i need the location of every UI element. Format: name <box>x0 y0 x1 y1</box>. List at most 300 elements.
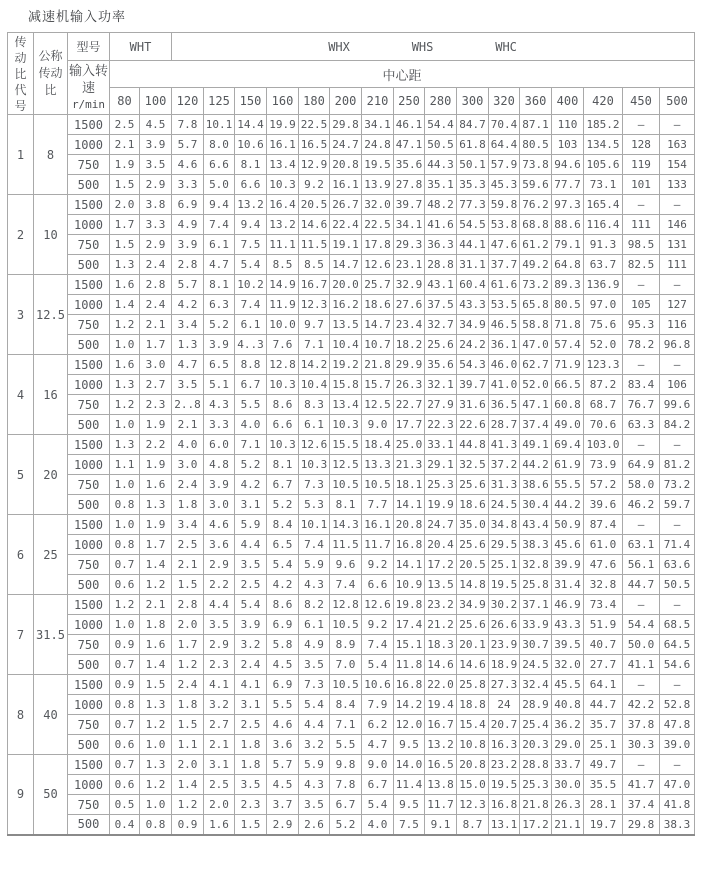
power-value-cell: 10.5 <box>362 475 394 495</box>
power-value-cell: 12.0 <box>394 715 425 735</box>
power-value-cell: 89.3 <box>552 275 584 295</box>
power-value-cell: 41.6 <box>425 215 457 235</box>
power-value-cell: 25.6 <box>457 535 489 555</box>
power-value-cell: 1.0 <box>110 335 140 355</box>
power-value-cell: 6.1 <box>299 615 330 635</box>
power-value-cell: 14.2 <box>299 355 330 375</box>
speed-cell: 500 <box>68 415 110 435</box>
center-distance-180: 180 <box>299 88 330 115</box>
ratio-code-header: 传动比代号 <box>8 33 34 115</box>
power-value-cell: 24.5 <box>489 495 520 515</box>
power-value-cell: 5.4 <box>267 555 299 575</box>
power-value-cell: 7.4 <box>362 635 394 655</box>
power-value-cell: 16.4 <box>267 195 299 215</box>
power-value-cell: 3.3 <box>172 175 204 195</box>
power-value-cell: 2.9 <box>140 235 172 255</box>
power-value-cell: 5.5 <box>330 735 362 755</box>
data-row <box>8 775 695 795</box>
power-value-cell: 105.6 <box>584 155 623 175</box>
center-distance-100: 100 <box>140 88 172 115</box>
power-value-cell: 29.9 <box>394 355 425 375</box>
power-value-cell: 54.6 <box>660 655 695 675</box>
power-value-cell: 2.3 <box>204 655 235 675</box>
power-value-cell: 9.8 <box>330 755 362 775</box>
power-value-cell: 44.2 <box>552 495 584 515</box>
power-value-cell: 36.5 <box>489 395 520 415</box>
power-value-cell: 44.3 <box>425 155 457 175</box>
power-value-cell: 7.5 <box>394 815 425 835</box>
power-value-cell: 68.7 <box>584 395 623 415</box>
power-value-cell: 24.8 <box>362 135 394 155</box>
power-value-cell: 1.2 <box>140 575 172 595</box>
power-value-cell: 37.4 <box>623 795 660 815</box>
power-value-cell: 32.7 <box>425 315 457 335</box>
ratio-code-cell: 6 <box>8 515 34 595</box>
power-value-cell: 28.9 <box>520 695 552 715</box>
power-value-cell: 10.7 <box>362 335 394 355</box>
power-value-cell: 30.7 <box>520 635 552 655</box>
center-distance-210: 210 <box>362 88 394 115</box>
center-distance-label-row <box>8 61 695 88</box>
power-value-cell: 27.9 <box>425 395 457 415</box>
data-row <box>8 695 695 715</box>
data-row <box>8 735 695 755</box>
power-value-cell: 28.1 <box>584 795 623 815</box>
power-value-cell: 1.3 <box>140 495 172 515</box>
power-value-cell: 25.6 <box>457 475 489 495</box>
power-value-cell: 10.4 <box>299 375 330 395</box>
power-value-cell: 6.7 <box>267 475 299 495</box>
power-value-cell: 38.6 <box>520 475 552 495</box>
power-value-cell: 10.5 <box>330 675 362 695</box>
power-value-cell: 61.6 <box>489 275 520 295</box>
power-value-cell: 9.5 <box>394 795 425 815</box>
power-value-cell: 1.3 <box>172 335 204 355</box>
power-value-cell: 1.8 <box>235 755 267 775</box>
power-value-cell: 10.1 <box>204 115 235 135</box>
ratio-code-cell: 5 <box>8 435 34 515</box>
center-distance-500: 500 <box>660 88 695 115</box>
power-value-cell: 4.6 <box>204 515 235 535</box>
power-value-cell: 8.0 <box>204 135 235 155</box>
power-value-cell: 3.4 <box>172 515 204 535</box>
power-value-cell: 22.4 <box>330 215 362 235</box>
power-value-cell: 10.1 <box>299 515 330 535</box>
power-value-cell: 2.4 <box>140 295 172 315</box>
power-value-cell: 57.9 <box>489 155 520 175</box>
power-value-cell: 29.5 <box>489 535 520 555</box>
power-value-cell: 37.7 <box>489 255 520 275</box>
speed-cell: 1000 <box>68 135 110 155</box>
power-value-cell: 97.0 <box>584 295 623 315</box>
power-value-cell: 7.1 <box>299 335 330 355</box>
power-value-cell: 2.7 <box>140 375 172 395</box>
power-value-cell: 10.9 <box>394 575 425 595</box>
power-value-cell: — <box>660 595 695 615</box>
power-value-cell: 10.0 <box>267 315 299 335</box>
power-value-cell: 1.9 <box>140 455 172 475</box>
power-value-cell: 12.8 <box>267 355 299 375</box>
power-value-cell: 95.3 <box>623 315 660 335</box>
power-value-cell: 63.1 <box>623 535 660 555</box>
power-value-cell: — <box>623 515 660 535</box>
input-speed-label: 输入转速 <box>69 64 109 96</box>
power-value-cell: 84.2 <box>660 415 695 435</box>
power-value-cell: 25.1 <box>584 735 623 755</box>
power-value-cell: 69.4 <box>552 435 584 455</box>
power-value-cell: 9.2 <box>362 555 394 575</box>
power-value-cell: — <box>660 195 695 215</box>
power-value-cell: 6.5 <box>204 355 235 375</box>
nominal-ratio-cell: 25 <box>34 515 68 595</box>
power-value-cell: 101 <box>623 175 660 195</box>
power-value-cell: 0.9 <box>110 635 140 655</box>
power-value-cell: 39.5 <box>552 635 584 655</box>
power-value-cell: 30.4 <box>520 495 552 515</box>
power-value-cell: 78.2 <box>623 335 660 355</box>
data-row <box>8 615 695 635</box>
power-value-cell: 4.9 <box>299 635 330 655</box>
power-value-cell: 6.6 <box>362 575 394 595</box>
power-value-cell: 1.7 <box>110 215 140 235</box>
power-value-cell: 19.5 <box>489 575 520 595</box>
power-value-cell: 14.0 <box>394 755 425 775</box>
power-value-cell: 26.7 <box>330 195 362 215</box>
power-value-cell: 34.8 <box>489 515 520 535</box>
power-value-cell: 23.1 <box>394 255 425 275</box>
ratio-code-cell: 3 <box>8 275 34 355</box>
input-speed-unit: r/min <box>71 98 106 111</box>
speed-cell: 500 <box>68 815 110 835</box>
power-value-cell: 26.6 <box>489 615 520 635</box>
model-whs-label: WHS <box>411 39 434 54</box>
center-distance-250: 250 <box>394 88 425 115</box>
power-value-cell: 53.5 <box>489 295 520 315</box>
power-value-cell: 24.2 <box>457 335 489 355</box>
power-value-cell: 131 <box>660 235 695 255</box>
speed-cell: 1500 <box>68 115 110 135</box>
power-value-cell: 35.3 <box>457 175 489 195</box>
power-value-cell: 0.9 <box>110 675 140 695</box>
power-value-cell: 5.8 <box>267 635 299 655</box>
power-value-cell: 11.5 <box>330 535 362 555</box>
center-distance-160: 160 <box>267 88 299 115</box>
power-value-cell: 3.0 <box>172 455 204 475</box>
data-row <box>8 235 695 255</box>
power-value-cell: 52.0 <box>520 375 552 395</box>
power-value-cell: 35.0 <box>457 515 489 535</box>
power-value-cell: 46.9 <box>552 595 584 615</box>
speed-cell: 500 <box>68 335 110 355</box>
power-value-cell: 11.8 <box>394 655 425 675</box>
power-value-cell: 116.4 <box>584 215 623 235</box>
power-value-cell: 58.8 <box>520 315 552 335</box>
power-value-cell: 2.8 <box>140 275 172 295</box>
power-value-cell: 1.6 <box>204 815 235 835</box>
power-value-cell: 14.6 <box>457 655 489 675</box>
power-value-cell: 73.9 <box>584 455 623 475</box>
power-value-cell: 6.1 <box>235 315 267 335</box>
power-value-cell: 0.8 <box>110 535 140 555</box>
power-value-cell: 0.4 <box>110 815 140 835</box>
power-value-cell: 47.1 <box>394 135 425 155</box>
power-value-cell: 19.7 <box>584 815 623 835</box>
power-value-cell: 13.1 <box>489 815 520 835</box>
ratio-code-cell: 2 <box>8 195 34 275</box>
center-distance-200: 200 <box>330 88 362 115</box>
power-value-cell: 37.1 <box>520 595 552 615</box>
power-value-cell: 6.2 <box>362 715 394 735</box>
power-value-cell: 31.3 <box>489 475 520 495</box>
power-value-cell: 50.1 <box>457 155 489 175</box>
power-value-cell: 2.0 <box>204 795 235 815</box>
power-value-cell: 25.7 <box>362 275 394 295</box>
power-value-cell: 1.0 <box>140 795 172 815</box>
power-value-cell: 41.0 <box>489 375 520 395</box>
center-distance-120: 120 <box>172 88 204 115</box>
power-value-cell: 7.3 <box>299 475 330 495</box>
power-value-cell: 47.6 <box>489 235 520 255</box>
power-value-cell: 47.6 <box>584 555 623 575</box>
speed-cell: 1000 <box>68 775 110 795</box>
power-value-cell: 4.9 <box>172 215 204 235</box>
power-value-cell: 7.9 <box>362 695 394 715</box>
power-value-cell: 36.3 <box>425 235 457 255</box>
power-value-cell: 10.3 <box>267 175 299 195</box>
power-value-cell: — <box>660 755 695 775</box>
speed-cell: 1500 <box>68 595 110 615</box>
model-row <box>8 33 695 61</box>
power-value-cell: 12.8 <box>330 595 362 615</box>
power-value-cell: 8.1 <box>235 155 267 175</box>
power-value-cell: 116 <box>660 315 695 335</box>
center-distance-360: 360 <box>520 88 552 115</box>
data-row <box>8 515 695 535</box>
power-value-cell: 62.7 <box>520 355 552 375</box>
power-value-cell: 68.5 <box>660 615 695 635</box>
power-value-cell: 6.3 <box>204 295 235 315</box>
power-value-cell: 0.8 <box>140 815 172 835</box>
speed-cell: 1500 <box>68 755 110 775</box>
power-value-cell: 13.4 <box>330 395 362 415</box>
power-value-cell: 34.9 <box>457 595 489 615</box>
power-value-cell: 77.7 <box>552 175 584 195</box>
power-value-cell: 29.8 <box>330 115 362 135</box>
power-value-cell: 2.2 <box>140 435 172 455</box>
power-value-cell: 12.9 <box>299 155 330 175</box>
power-value-cell: 30.0 <box>552 775 584 795</box>
power-value-cell: 12.6 <box>299 435 330 455</box>
power-value-cell: 119 <box>623 155 660 175</box>
power-value-cell: 7.4 <box>204 215 235 235</box>
ratio-code-cell: 8 <box>8 675 34 755</box>
power-value-cell: 13.2 <box>267 215 299 235</box>
power-value-cell: 4.1 <box>204 675 235 695</box>
power-value-cell: 26.3 <box>394 375 425 395</box>
nominal-ratio-cell: 12.5 <box>34 275 68 355</box>
power-value-cell: 5.0 <box>204 175 235 195</box>
power-value-cell: 52.8 <box>660 695 695 715</box>
speed-cell: 750 <box>68 235 110 255</box>
power-value-cell: 3.2 <box>235 635 267 655</box>
power-value-cell: 4.5 <box>267 655 299 675</box>
power-value-cell: 2.5 <box>235 715 267 735</box>
power-value-cell: 59.8 <box>489 195 520 215</box>
power-value-cell: 1.5 <box>110 235 140 255</box>
power-value-cell: 66.5 <box>552 375 584 395</box>
ratio-code-cell: 7 <box>8 595 34 675</box>
power-value-cell: 52.0 <box>584 335 623 355</box>
power-value-cell: 6.6 <box>204 155 235 175</box>
power-value-cell: 5.5 <box>235 395 267 415</box>
data-row <box>8 275 695 295</box>
center-distance-150: 150 <box>235 88 267 115</box>
power-value-cell: 40.7 <box>584 635 623 655</box>
power-value-cell: 0.8 <box>110 695 140 715</box>
power-value-cell: 8.4 <box>267 515 299 535</box>
power-value-cell: 50.0 <box>623 635 660 655</box>
power-value-cell: 3.5 <box>299 795 330 815</box>
table-header <box>8 33 695 115</box>
power-value-cell: 6.9 <box>267 675 299 695</box>
power-value-cell: 32.8 <box>584 575 623 595</box>
power-value-cell: 6.6 <box>267 415 299 435</box>
power-value-cell: 18.6 <box>457 495 489 515</box>
power-value-cell: 1.6 <box>110 355 140 375</box>
power-value-cell: 58.0 <box>623 475 660 495</box>
power-value-cell: 3.5 <box>204 615 235 635</box>
power-value-cell: 73.4 <box>584 595 623 615</box>
ratio-code-cell: 4 <box>8 355 34 435</box>
power-value-cell: 20.5 <box>457 555 489 575</box>
power-value-cell: 136.9 <box>584 275 623 295</box>
power-value-cell: — <box>660 115 695 135</box>
power-value-cell: 50.9 <box>552 515 584 535</box>
power-value-cell: 13.5 <box>425 575 457 595</box>
power-value-cell: 9.4 <box>235 215 267 235</box>
data-row <box>8 535 695 555</box>
power-value-cell: 32.4 <box>520 675 552 695</box>
nominal-ratio-header: 公称传动比 <box>34 33 68 115</box>
speed-cell: 1500 <box>68 675 110 695</box>
power-value-cell: 96.8 <box>660 335 695 355</box>
power-value-cell: 8.1 <box>204 275 235 295</box>
power-value-cell: 4.2 <box>172 295 204 315</box>
power-value-cell: 18.4 <box>362 435 394 455</box>
power-value-cell: 17.2 <box>520 815 552 835</box>
power-value-cell: 1.5 <box>140 675 172 695</box>
power-value-cell: 53.8 <box>489 215 520 235</box>
power-value-cell: 25.4 <box>520 715 552 735</box>
power-value-cell: 50.5 <box>660 575 695 595</box>
power-value-cell: 25.6 <box>425 335 457 355</box>
power-value-cell: 18.9 <box>489 655 520 675</box>
power-value-cell: 43.4 <box>520 515 552 535</box>
power-value-cell: 43.3 <box>457 295 489 315</box>
power-value-cell: 5.4 <box>235 595 267 615</box>
power-value-cell: 44.2 <box>520 455 552 475</box>
power-value-cell: 1.4 <box>110 295 140 315</box>
power-value-cell: 7.8 <box>172 115 204 135</box>
power-value-cell: 2.5 <box>172 535 204 555</box>
power-value-cell: 9.2 <box>299 175 330 195</box>
data-row <box>8 255 695 275</box>
speed-cell: 750 <box>68 395 110 415</box>
power-value-cell: 44.8 <box>457 435 489 455</box>
data-row <box>8 715 695 735</box>
power-value-cell: 17.8 <box>362 235 394 255</box>
power-value-cell: 5.7 <box>267 755 299 775</box>
power-value-cell: 46.5 <box>489 315 520 335</box>
power-value-cell: 2.8 <box>172 595 204 615</box>
power-value-cell: 98.5 <box>623 235 660 255</box>
power-value-cell: 7.7 <box>362 495 394 515</box>
power-value-cell: 11.7 <box>362 535 394 555</box>
power-value-cell: 46.1 <box>394 115 425 135</box>
power-value-cell: 51.9 <box>584 615 623 635</box>
power-value-cell: 34.1 <box>394 215 425 235</box>
power-value-cell: 2.7 <box>204 715 235 735</box>
power-value-cell: 14.1 <box>394 555 425 575</box>
power-value-cell: 4.3 <box>204 395 235 415</box>
power-value-cell: 1.4 <box>140 655 172 675</box>
power-value-cell: 4.7 <box>204 255 235 275</box>
power-value-cell: 15.1 <box>394 635 425 655</box>
data-row <box>8 355 695 375</box>
power-value-cell: 83.4 <box>623 375 660 395</box>
data-row <box>8 395 695 415</box>
center-distance-80: 80 <box>110 88 140 115</box>
power-value-cell: 32.0 <box>362 195 394 215</box>
power-value-cell: 4.1 <box>235 675 267 695</box>
power-value-cell: 61.2 <box>520 235 552 255</box>
power-value-cell: 13.4 <box>267 155 299 175</box>
power-value-cell: 22.7 <box>394 395 425 415</box>
power-value-cell: 2.6 <box>299 815 330 835</box>
power-value-cell: 128 <box>623 135 660 155</box>
speed-cell: 500 <box>68 575 110 595</box>
power-value-cell: 11.9 <box>267 295 299 315</box>
power-value-cell: 25.3 <box>520 775 552 795</box>
power-value-cell: 94.6 <box>552 155 584 175</box>
power-value-cell: 11.1 <box>267 235 299 255</box>
power-value-cell: 10.2 <box>235 275 267 295</box>
power-value-cell: 8.1 <box>330 495 362 515</box>
power-value-cell: 10.6 <box>362 675 394 695</box>
power-value-cell: 1.3 <box>110 435 140 455</box>
power-value-cell: 7.5 <box>235 235 267 255</box>
speed-cell: 1000 <box>68 695 110 715</box>
power-value-cell: 1.9 <box>110 155 140 175</box>
power-value-cell: 9.2 <box>362 615 394 635</box>
power-value-cell: 40.8 <box>552 695 584 715</box>
power-value-cell: 146 <box>660 215 695 235</box>
power-value-cell: 127 <box>660 295 695 315</box>
power-value-cell: 8.5 <box>299 255 330 275</box>
power-value-cell: 0.6 <box>110 735 140 755</box>
power-value-cell: 12.3 <box>299 295 330 315</box>
speed-cell: 1000 <box>68 295 110 315</box>
data-row <box>8 295 695 315</box>
power-value-cell: 3.9 <box>204 475 235 495</box>
data-row <box>8 475 695 495</box>
power-value-cell: 2.4 <box>235 655 267 675</box>
power-value-cell: 2.5 <box>204 775 235 795</box>
nominal-ratio-cell: 40 <box>34 675 68 755</box>
power-value-cell: 39.6 <box>584 495 623 515</box>
power-value-cell: 5.2 <box>235 455 267 475</box>
power-value-cell: 4.7 <box>172 355 204 375</box>
